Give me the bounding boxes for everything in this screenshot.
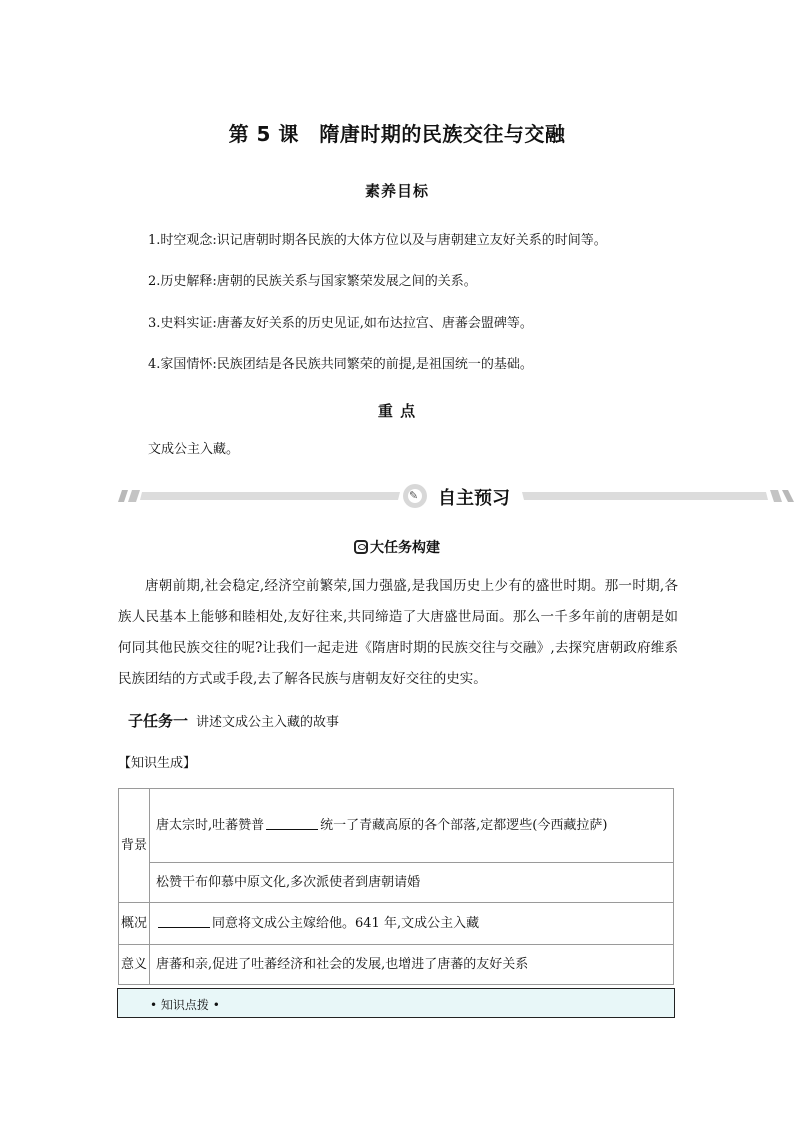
intro-paragraph: 唐朝前期,社会稳定,经济空前繁荣,国力强盛,是我国历史上少有的盛世时期。那一时期,各族人民基本上能够和睦相处,友好往来,共同缔造了大唐盛世局面。那么一千多年前的唐朝是如何同其他民族交往的呢?让我们一起走进《隋唐时期的民族交往与交融》,去探究唐朝政府维系民族团结的方式或手段,去了解各民族与唐朝友好交往的史实。 <box>118 578 678 687</box>
goal-item-1: 1.时空观念:识记唐朝时期各民族的大体方位以及与唐朝建立友好关系的时间等。 <box>148 233 607 248</box>
leaf-circle-icon: ✎ <box>409 489 419 502</box>
background-row-2: 松赞干布仰慕中原文化,多次派使者到唐朝请婚 <box>150 863 674 903</box>
knowledge-tip-box <box>117 988 675 1018</box>
significance-row: 唐蕃和亲,促进了吐蕃经济和社会的发展,也增进了唐蕃的友好关系 <box>150 945 674 985</box>
banner-title: 自主预习 <box>434 484 514 510</box>
background-row-1-post: 统一了青藏高原的各个部落,定都逻些(今西藏拉萨) <box>320 817 608 833</box>
subtask-label: 子任务一 <box>128 712 189 730</box>
background-row-1-pre: 唐太宗时,吐蕃赞普 <box>156 817 265 833</box>
key-heading: 重 点 <box>377 402 417 420</box>
goals-heading: 素养目标 <box>364 182 429 200</box>
preview-banner <box>118 482 794 510</box>
subtask-line <box>128 710 339 731</box>
subtask-text: 讲述文成公主入藏的故事 <box>196 715 340 730</box>
overview-row <box>150 903 674 945</box>
fill-in-blank[interactable] <box>266 815 318 830</box>
knowledge-generation-label: 【知识生成】 <box>118 756 197 771</box>
overview-text: 同意将文成公主嫁给他。641 年,文成公主入藏 <box>212 915 480 931</box>
lesson-title: 第 5 课 隋唐时期的民族交往与交融 <box>228 122 566 146</box>
knowledge-table <box>118 788 674 985</box>
chat-bubble-icon <box>354 540 368 554</box>
overview-label: 概况 <box>119 903 150 945</box>
fill-in-blank[interactable] <box>158 913 210 928</box>
tip-label: • 知识点拨 • <box>150 998 220 1012</box>
background-row-1 <box>150 789 674 863</box>
key-content: 文成公主入藏。 <box>148 442 240 457</box>
significance-label: 意义 <box>119 945 150 985</box>
goal-item-3: 3.史料实证:唐蕃友好关系的历史见证,如布达拉宫、唐蕃会盟碑等。 <box>148 316 533 331</box>
goal-item-4: 4.家国情怀:民族团结是各民族共同繁荣的前提,是祖国统一的基础。 <box>148 357 533 372</box>
task-build-heading <box>0 537 794 557</box>
goal-item-2: 2.历史解释:唐朝的民族关系与国家繁荣发展之间的关系。 <box>148 274 477 289</box>
background-label: 背景 <box>119 789 150 903</box>
task-build-heading-text: 大任务构建 <box>370 540 440 556</box>
